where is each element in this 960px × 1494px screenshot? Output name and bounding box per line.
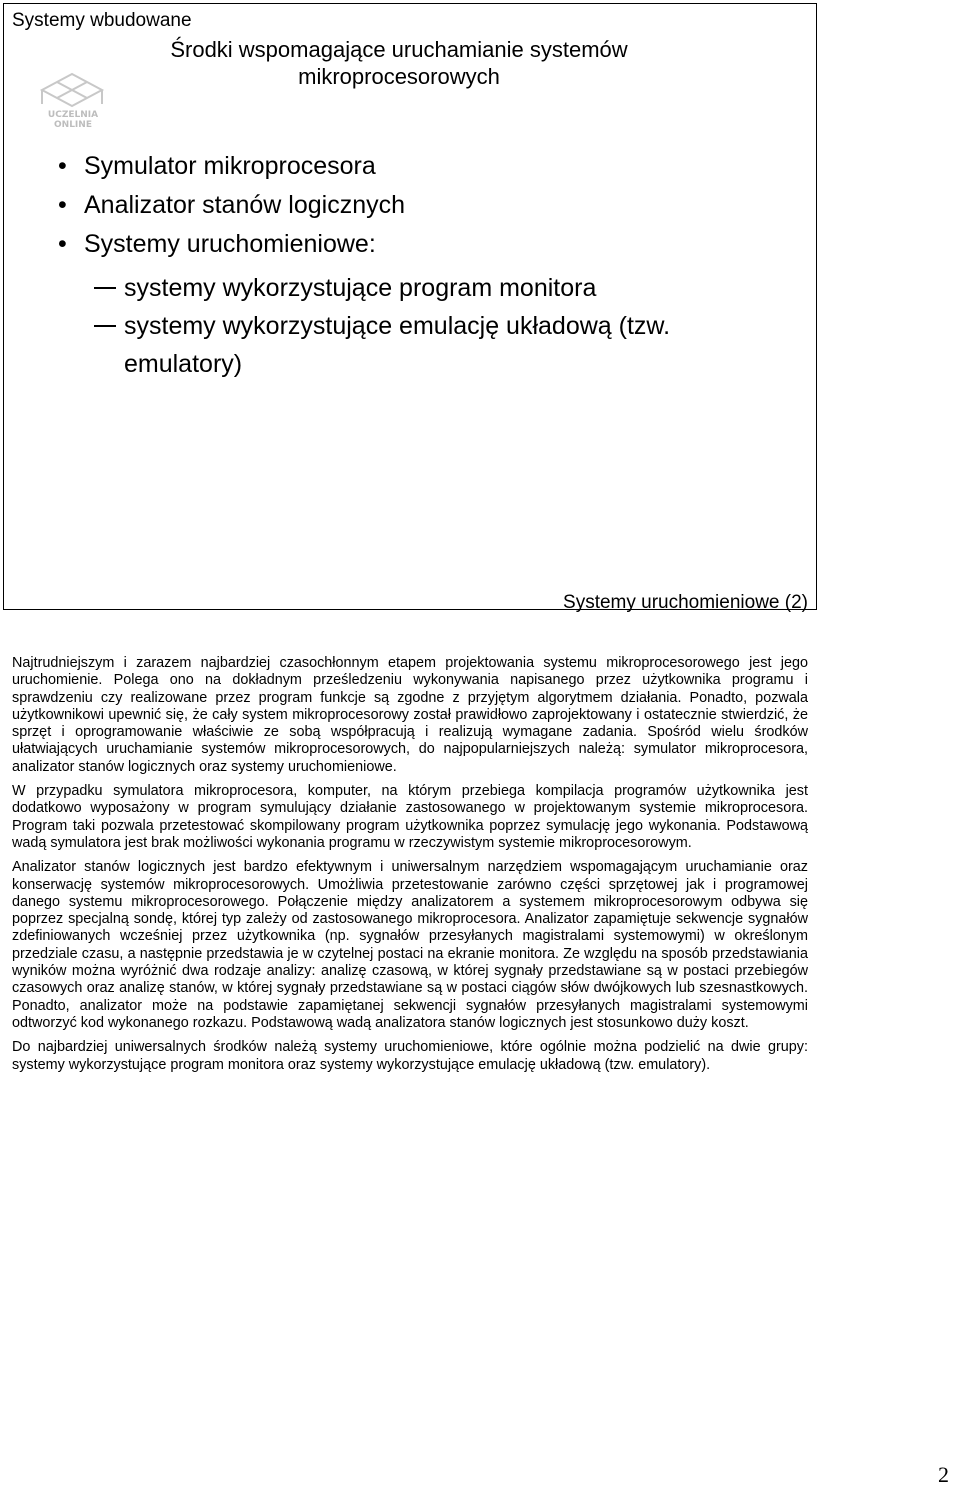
sub-bullet-text: systemy wykorzystujące emulację układową (tzw. emulatory) [124, 312, 671, 378]
dash-icon [94, 325, 116, 327]
bullet-text: Analizator stanów logicznych [84, 191, 405, 219]
bullet-item [50, 152, 770, 191]
logo-text: UCZELNIA ONLINE [47, 110, 99, 130]
bullet-list [50, 152, 770, 269]
bullet-dot-icon: • [58, 230, 67, 258]
paragraph: Do najbardziej uniwersalnych środków należą systemy uruchomieniowe, które ogólnie można podzielić na dwie grupy: systemy wykorzystujące program monitora oraz systemy wykorzystujące emulację układową (tzw. emulatory). [12, 1039, 808, 1073]
paragraph: Analizator stanów logicznych jest bardzo efektywnym i uniwersalnym narzędziem wspomagającym uruchamianie oraz konserwację systemów mikroprocesorowych. Umożliwia przetestowanie zarówno części sprzętowej jak i programowej danego systemu mikroprocesorowego. Połączenie między analizatorem a systemem mikroprocesorowym odbywa się poprzez specjalną sondę, której typ zależy od zastosowanego mikroprocesora. Analizator zapamiętuje sekwencje sygnałów zdefiniowanych wcześniej przez użytkownika (np. sygnałów przesyłanych magistralami systemowymi) w określonym przedziale czasu, a następnie przedstawia je w czytelnej postaci na ekranie monitora. Ze względu na sposób przedstawiania wyników można wyróżnić dwa rodzaje analizy: analizę czasową, w której sygnały przedstawiane są w postaci przebiegów czasowych oraz analizę stanów, w której sygnały przedstawiane są w postaci ciągów słów dwójkowych lub szesnastkowych. Ponadto, analizator może na podstawie zapamiętanej sekwencji sygnałów przesyłanych magistralami systemowymi odtworzyć kod wykonanego rozkazu. Podstawową wadą analizatora stanów logicznych jest stosunkowo duży koszt. [12, 859, 808, 1031]
next-slide-title: Systemy uruchomieniowe (2) [563, 592, 808, 613]
bullet-dot-icon: • [58, 152, 67, 180]
sub-bullet-list [94, 269, 754, 383]
uczelnia-online-logo [32, 70, 112, 136]
bullet-item [50, 191, 770, 230]
paragraph: W przypadku symulatora mikroprocesora, komputer, na którym przebiega kompilacja programów użytkownika jest dodatkowo wyposażony w program symulujący działanie zastosowanego w projektowanym systemie mikroprocesora. Program taki pozwala przetestować skompilowany program użytkownika poprzez symulację jego wykonania. Podstawową wadą symulatora jest brak możliwości wykonania programu w rzeczywistym systemie mikroprocesorowym. [12, 783, 808, 851]
slide-header-label: Systemy wbudowane [12, 10, 192, 31]
paragraph: Najtrudniejszym i zarazem najbardziej czasochłonnym etapem projektowania systemu mikroprocesorowego jest jego uruchomienie. Polega ono na dokładnym prześledzeniu wykonywania napisanego przez użytkownika programu i sprawdzeniu czy realizowane przez program funkcje są zgodne z przyjętym algorytmem działania. Ponadto, pozwala użytkownikowi upewnić się, że cały system mikroprocesorowy został prawidłowo zaprojektowany i ostatecznie stwierdzić, że sprzęt i oprogramowanie właściwie ze sobą współpracują i realizują wymagane zadania. Spośród wielu środków ułatwiających uruchamianie systemów mikroprocesorowych, do najpopularniejszych należą: symulator mikroprocesora, analizator stanów logicznych oraz systemy uruchomieniowe. [12, 655, 808, 775]
bullet-dot-icon: • [58, 191, 67, 219]
slide-title [164, 36, 634, 90]
sub-bullet-item [94, 269, 754, 307]
bullet-text: Symulator mikroprocesora [84, 152, 376, 180]
sub-bullet-item [94, 307, 754, 383]
bullet-item [50, 230, 770, 269]
page-number: 2 [938, 1462, 949, 1487]
notes-body [12, 655, 808, 1081]
dash-icon [94, 287, 116, 289]
slide-title-line-2: mikroprocesorowych [298, 64, 500, 89]
slide-frame [3, 3, 817, 613]
bullet-text: Systemy uruchomieniowe: [84, 230, 376, 258]
sub-bullet-text: systemy wykorzystujące program monitora [124, 274, 597, 302]
slide-title-line-1: Środki wspomagające uruchamianie systemów [170, 37, 628, 62]
